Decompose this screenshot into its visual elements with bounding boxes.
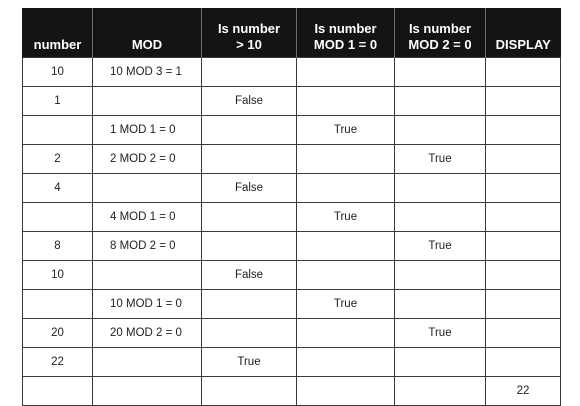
cell-display <box>486 57 561 86</box>
cell-mod: 10 MOD 3 = 1 <box>93 57 202 86</box>
cell-display <box>486 173 561 202</box>
cell-mod-1 <box>297 86 395 115</box>
cell-number: 10 <box>23 57 93 86</box>
table-row <box>23 347 561 376</box>
cell-mod-2 <box>395 260 486 289</box>
table-row <box>23 202 561 231</box>
table-row <box>23 260 561 289</box>
cell-mod-1: True <box>297 289 395 318</box>
cell-number: 10 <box>23 260 93 289</box>
cell-mod-2 <box>395 173 486 202</box>
cell-mod-1 <box>297 318 395 347</box>
cell-greater-than-10 <box>202 202 297 231</box>
table-row <box>23 231 561 260</box>
table-header <box>23 8 561 57</box>
cell-display <box>486 202 561 231</box>
table-row <box>23 173 561 202</box>
table-row <box>23 144 561 173</box>
cell-mod: 1 MOD 1 = 0 <box>93 115 202 144</box>
cell-number: 22 <box>23 347 93 376</box>
cell-mod-2 <box>395 86 486 115</box>
table-row <box>23 289 561 318</box>
table-row <box>23 318 561 347</box>
cell-mod-1 <box>297 173 395 202</box>
cell-greater-than-10: False <box>202 86 297 115</box>
cell-mod: 20 MOD 2 = 0 <box>93 318 202 347</box>
table-row <box>23 376 561 405</box>
cell-mod-2: True <box>395 231 486 260</box>
cell-mod: 2 MOD 2 = 0 <box>93 144 202 173</box>
cell-greater-than-10 <box>202 376 297 405</box>
header-mod: MOD <box>93 8 202 57</box>
cell-mod-1 <box>297 347 395 376</box>
cell-greater-than-10 <box>202 231 297 260</box>
cell-display <box>486 289 561 318</box>
cell-number: 1 <box>23 86 93 115</box>
cell-greater-than-10 <box>202 57 297 86</box>
cell-mod-1 <box>297 57 395 86</box>
cell-display <box>486 318 561 347</box>
cell-mod <box>93 376 202 405</box>
cell-display <box>486 86 561 115</box>
cell-display <box>486 260 561 289</box>
cell-mod-2 <box>395 57 486 86</box>
table-row <box>23 86 561 115</box>
table-row <box>23 57 561 86</box>
cell-greater-than-10 <box>202 144 297 173</box>
cell-mod <box>93 86 202 115</box>
header-greater-than-10: Is number > 10 <box>202 8 297 57</box>
cell-number: 4 <box>23 173 93 202</box>
cell-number: 20 <box>23 318 93 347</box>
cell-display <box>486 347 561 376</box>
cell-mod-2: True <box>395 144 486 173</box>
cell-mod: 4 MOD 1 = 0 <box>93 202 202 231</box>
cell-mod <box>93 173 202 202</box>
cell-greater-than-10 <box>202 115 297 144</box>
cell-mod-2: True <box>395 318 486 347</box>
cell-mod-2 <box>395 347 486 376</box>
header-mod-2: Is number MOD 2 = 0 <box>395 8 486 57</box>
trace-table-container <box>22 8 561 406</box>
cell-number: 8 <box>23 231 93 260</box>
cell-mod-1 <box>297 376 395 405</box>
cell-mod <box>93 347 202 376</box>
cell-number <box>23 202 93 231</box>
cell-display <box>486 231 561 260</box>
cell-greater-than-10: False <box>202 173 297 202</box>
cell-display: 22 <box>486 376 561 405</box>
cell-mod-1 <box>297 144 395 173</box>
cell-mod: 10 MOD 1 = 0 <box>93 289 202 318</box>
header-mod-1: Is number MOD 1 = 0 <box>297 8 395 57</box>
cell-greater-than-10: True <box>202 347 297 376</box>
cell-mod <box>93 260 202 289</box>
cell-mod-1 <box>297 260 395 289</box>
cell-mod: 8 MOD 2 = 0 <box>93 231 202 260</box>
cell-mod-2 <box>395 376 486 405</box>
table-row <box>23 115 561 144</box>
header-number: number <box>23 8 93 57</box>
cell-greater-than-10: False <box>202 260 297 289</box>
cell-mod-2 <box>395 289 486 318</box>
cell-display <box>486 144 561 173</box>
table-body <box>23 57 561 405</box>
cell-number <box>23 376 93 405</box>
cell-greater-than-10 <box>202 289 297 318</box>
header-display: DISPLAY <box>486 8 561 57</box>
trace-table <box>22 8 561 406</box>
cell-display <box>486 115 561 144</box>
cell-mod-1: True <box>297 115 395 144</box>
cell-number <box>23 115 93 144</box>
cell-number <box>23 289 93 318</box>
cell-mod-1: True <box>297 202 395 231</box>
cell-mod-1 <box>297 231 395 260</box>
cell-mod-2 <box>395 115 486 144</box>
cell-number: 2 <box>23 144 93 173</box>
cell-mod-2 <box>395 202 486 231</box>
cell-greater-than-10 <box>202 318 297 347</box>
